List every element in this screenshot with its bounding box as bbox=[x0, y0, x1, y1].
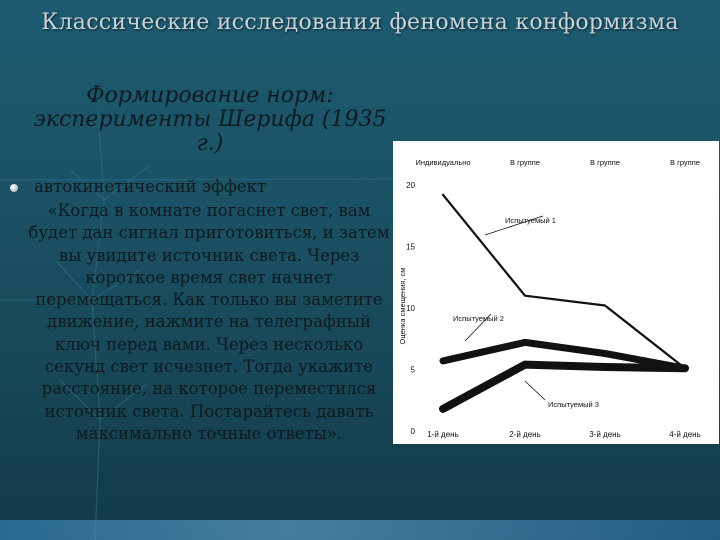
x-tick-label: 2-й день bbox=[509, 430, 541, 439]
series-label: Испытуемый 3 bbox=[548, 400, 599, 409]
series-label: Испытуемый 1 bbox=[505, 216, 556, 225]
condition-label: Индивидуально bbox=[415, 158, 471, 167]
x-tick-label: 4-й день bbox=[669, 430, 701, 439]
condition-label: В группе bbox=[590, 158, 620, 167]
y-tick-label: 10 bbox=[406, 304, 415, 313]
condition-label: В группе bbox=[510, 158, 540, 167]
y-tick-label: 5 bbox=[410, 365, 415, 375]
slide-subtitle: Формирование норм: эксперименты Шерифа (1935 г.) bbox=[33, 83, 387, 156]
series-label-pointer bbox=[525, 381, 545, 400]
x-tick-label: 3-й день bbox=[589, 430, 621, 439]
series-line-1 bbox=[443, 195, 685, 368]
slide-title: Классические исследования феномена конформизма bbox=[41, 10, 679, 35]
bottom-accent-bar bbox=[0, 520, 720, 540]
sherif-chart bbox=[393, 141, 719, 444]
condition-label: В группе bbox=[670, 158, 700, 167]
y-tick-label: 0 bbox=[410, 427, 415, 436]
chart-svg bbox=[393, 141, 719, 444]
x-tick-label: 1-й день bbox=[427, 430, 459, 439]
series-label: Испытуемый 2 bbox=[453, 314, 504, 323]
y-axis-label: Оценка смещения, см bbox=[398, 267, 407, 345]
instruction-quote: «Когда в комнате погаснет свет, вам будет дан сигнал приготовиться, и затем вы увидите источник света. Через короткое время свет начнет перемещаться. Как только вы заметите движение, нажмите на телеграфный ключ перед вами. Через несколько секунд свет исчезнет. Тогда укажите расстояние, на которое переместился источник света. Постарайтесь давать максимально точные ответы». bbox=[28, 201, 390, 443]
bullet-icon bbox=[10, 184, 18, 192]
bullet-text: автокинетический эффект bbox=[34, 177, 267, 196]
y-tick-label: 15 bbox=[406, 242, 415, 252]
y-tick-label: 20 bbox=[406, 181, 415, 190]
